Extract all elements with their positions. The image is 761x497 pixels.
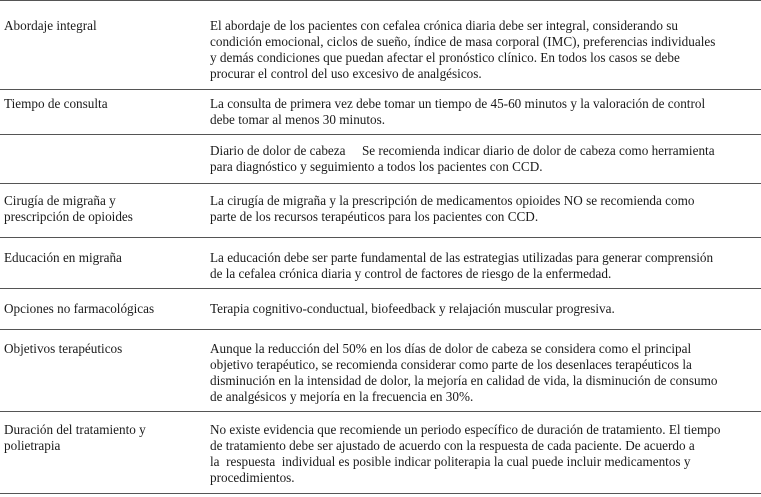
row-divider <box>0 493 761 494</box>
row-text-line: Terapia cognitivo-conductual, biofeedback y relajación muscular progresiva. <box>210 301 615 316</box>
row-text-line: debe tomar al menos 30 minutos. <box>210 112 386 127</box>
row-text-line: y demás condiciones que puedan afectar el pronóstico clínico. En todos los casos se debe <box>210 50 680 65</box>
row-text <box>210 422 761 486</box>
row-text <box>210 96 761 128</box>
row-divider <box>0 411 761 412</box>
row-text-line: disminución en la intensidad de dolor, la mejoría en calidad de vida, la disminución de consumo <box>210 373 718 388</box>
row-text <box>210 143 761 175</box>
row-text <box>210 18 761 82</box>
row-text-line: procedimientos. <box>210 470 295 485</box>
row-divider <box>0 0 761 1</box>
row-divider <box>0 134 761 135</box>
row-divider <box>0 237 761 238</box>
row-label: Educación en migraña <box>4 250 122 265</box>
row-text-line: procurar el control del uso excesivo de analgésicos. <box>210 66 482 81</box>
row-text-line: de tratamiento debe ser ajustado de acuerdo con la respuesta de cada paciente. De acuerdo a <box>210 438 695 453</box>
row-text-line: Aunque la reducción del 50% en los días de dolor de cabeza se considera como el principal <box>210 341 692 356</box>
row-label: Abordaje integral <box>4 18 97 33</box>
row-text-line: La consulta de primera vez debe tomar un tiempo de 45-60 minutos y la valoración de control <box>210 96 706 111</box>
row-label: Duración del tratamiento y polietrapia <box>4 422 146 453</box>
row-text-line: La educación debe ser parte fundamental de las estrategias utilizadas para generar comprensión <box>210 250 714 265</box>
row-text-line: La cirugía de migraña y la prescripción de medicamentos opioides NO se recomienda como <box>210 193 695 208</box>
row-label: Opciones no farmacológicas <box>4 301 155 316</box>
row-text-line: de la cefalea crónica diaria y control de factores de riesgo de la enfermedad. <box>210 266 612 281</box>
row-divider <box>0 183 761 184</box>
row-label: Objetivos terapéuticos <box>4 341 123 356</box>
row-text-line: de analgésicos y mejoría en la frecuencia en 30%. <box>210 389 474 404</box>
row-text <box>210 301 761 317</box>
row-text-line: objetivo terapéutico, se recomienda considerar como parte de los desenlaces terapéuticos la <box>210 357 692 372</box>
row-text-line: El abordaje de los pacientes con cefalea crónica diaria debe ser integral, considerando su <box>210 18 678 33</box>
row-divider <box>0 329 761 330</box>
row-text <box>210 341 761 405</box>
row-text-line: para diagnóstico y seguimiento a todos los pacientes con CCD. <box>210 159 543 174</box>
row-text-line: parte de los recursos terapéuticos para los pacientes con CCD. <box>210 209 539 224</box>
row-label: Tiempo de consulta <box>4 96 108 111</box>
row-text-line: Diario de dolor de cabeza Se recomienda indicar diario de dolor de cabeza como herramienta <box>210 143 715 158</box>
row-divider <box>0 89 761 90</box>
row-text-line: condición emocional, ciclos de sueño, índice de masa corporal (IMC), preferencias individuales <box>210 34 716 49</box>
row-text <box>210 193 761 225</box>
row-text-line: No existe evidencia que recomiende un periodo específico de duración de tratamiento. El tiempo <box>210 422 721 437</box>
row-text-line: la respuesta individual es posible indicar politerapia la cual puede incluir medicamentos y <box>210 454 691 469</box>
row-divider <box>0 288 761 289</box>
row-label: Cirugía de migraña y prescripción de opioides <box>4 193 133 224</box>
row-text <box>210 250 761 282</box>
